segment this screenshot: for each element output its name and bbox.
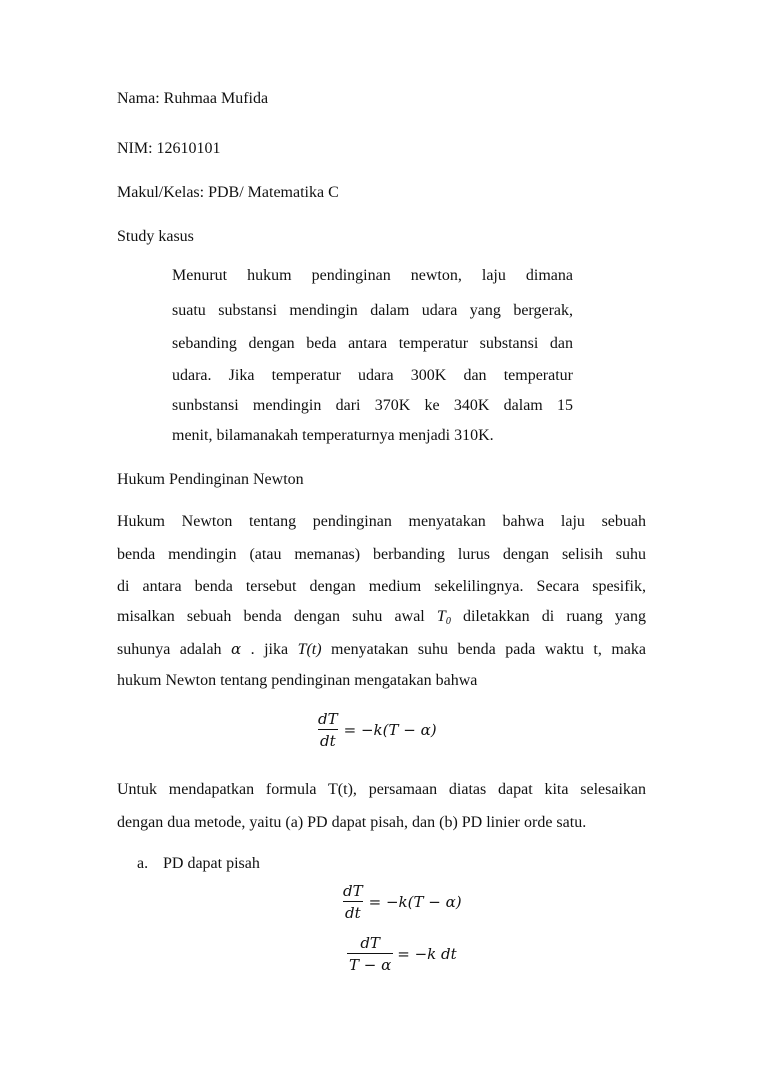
fraction bbox=[316, 710, 340, 750]
denominator: T − α bbox=[347, 953, 393, 974]
text-run: misalkan sebuah benda dengan suhu awal bbox=[117, 608, 437, 625]
text-run: . jika bbox=[241, 641, 298, 658]
case-line: sebanding dengan beda antara temperatur substansi dan bbox=[172, 335, 573, 352]
numerator: dT bbox=[360, 934, 380, 952]
list-label: PD dapat pisah bbox=[163, 855, 260, 872]
equation-main bbox=[316, 710, 437, 750]
symbol-alpha: α bbox=[231, 640, 242, 658]
text-run: menyatakan suhu benda pada waktu t, maka bbox=[321, 641, 646, 658]
text-run: diletakkan di ruang yang bbox=[450, 608, 646, 625]
denominator: dt bbox=[318, 729, 338, 750]
equation-rhs: = −k dt bbox=[397, 945, 457, 963]
equation-a1 bbox=[341, 882, 462, 922]
numerator: dT bbox=[318, 710, 338, 728]
equation-rhs: = −k(T − α) bbox=[343, 721, 437, 739]
subscript-zero: 0 bbox=[445, 616, 451, 627]
symbol-Tt: T(t) bbox=[297, 641, 322, 658]
symbol-T: T bbox=[436, 608, 446, 625]
paragraph-line bbox=[117, 608, 646, 627]
paragraph-line bbox=[117, 640, 646, 659]
list-item bbox=[137, 855, 260, 873]
case-line: suatu substansi mendingin dalam udara yang bergerak, bbox=[172, 302, 573, 319]
fraction bbox=[341, 882, 365, 922]
section-title: Hukum Pendinginan Newton bbox=[117, 471, 304, 488]
equation-rhs: = −k(T − α) bbox=[368, 893, 462, 911]
denominator: dt bbox=[343, 901, 363, 922]
header-makul: Makul/Kelas: PDB/ Matematika C bbox=[117, 184, 339, 201]
paragraph-line: dengan dua metode, yaitu (a) PD dapat pisah, dan (b) PD linier orde satu. bbox=[117, 814, 587, 831]
header-nim: NIM: 12610101 bbox=[117, 140, 221, 157]
numerator: dT bbox=[343, 882, 363, 900]
fraction bbox=[347, 934, 393, 974]
list-marker: a. bbox=[137, 855, 149, 872]
case-line: menit, bilamanakah temperaturnya menjadi 310K. bbox=[172, 427, 494, 444]
header-name: Nama: Ruhmaa Mufida bbox=[117, 90, 269, 107]
paragraph-line: benda mendingin (atau memanas) berbanding lurus dengan selisih suhu bbox=[117, 546, 646, 563]
text-run: suhunya adalah bbox=[117, 641, 232, 658]
paragraph-line: Hukum Newton tentang pendinginan menyatakan bahwa laju sebuah bbox=[117, 513, 646, 530]
case-line: sunbstansi mendingin dari 370K ke 340K dalam 15 bbox=[172, 397, 573, 414]
paragraph-line: di antara benda tersebut dengan medium sekelilingnya. Secara spesifik, bbox=[117, 578, 646, 595]
header-study: Study kasus bbox=[117, 228, 194, 245]
paragraph-line: hukum Newton tentang pendinginan mengatakan bahwa bbox=[117, 672, 478, 689]
case-line: udara. Jika temperatur udara 300K dan temperatur bbox=[172, 367, 573, 384]
equation-a2 bbox=[347, 934, 457, 974]
paragraph-line: Untuk mendapatkan formula T(t), persamaan diatas dapat kita selesaikan bbox=[117, 781, 646, 798]
case-line: Menurut hukum pendinginan newton, laju dimana bbox=[172, 267, 573, 284]
